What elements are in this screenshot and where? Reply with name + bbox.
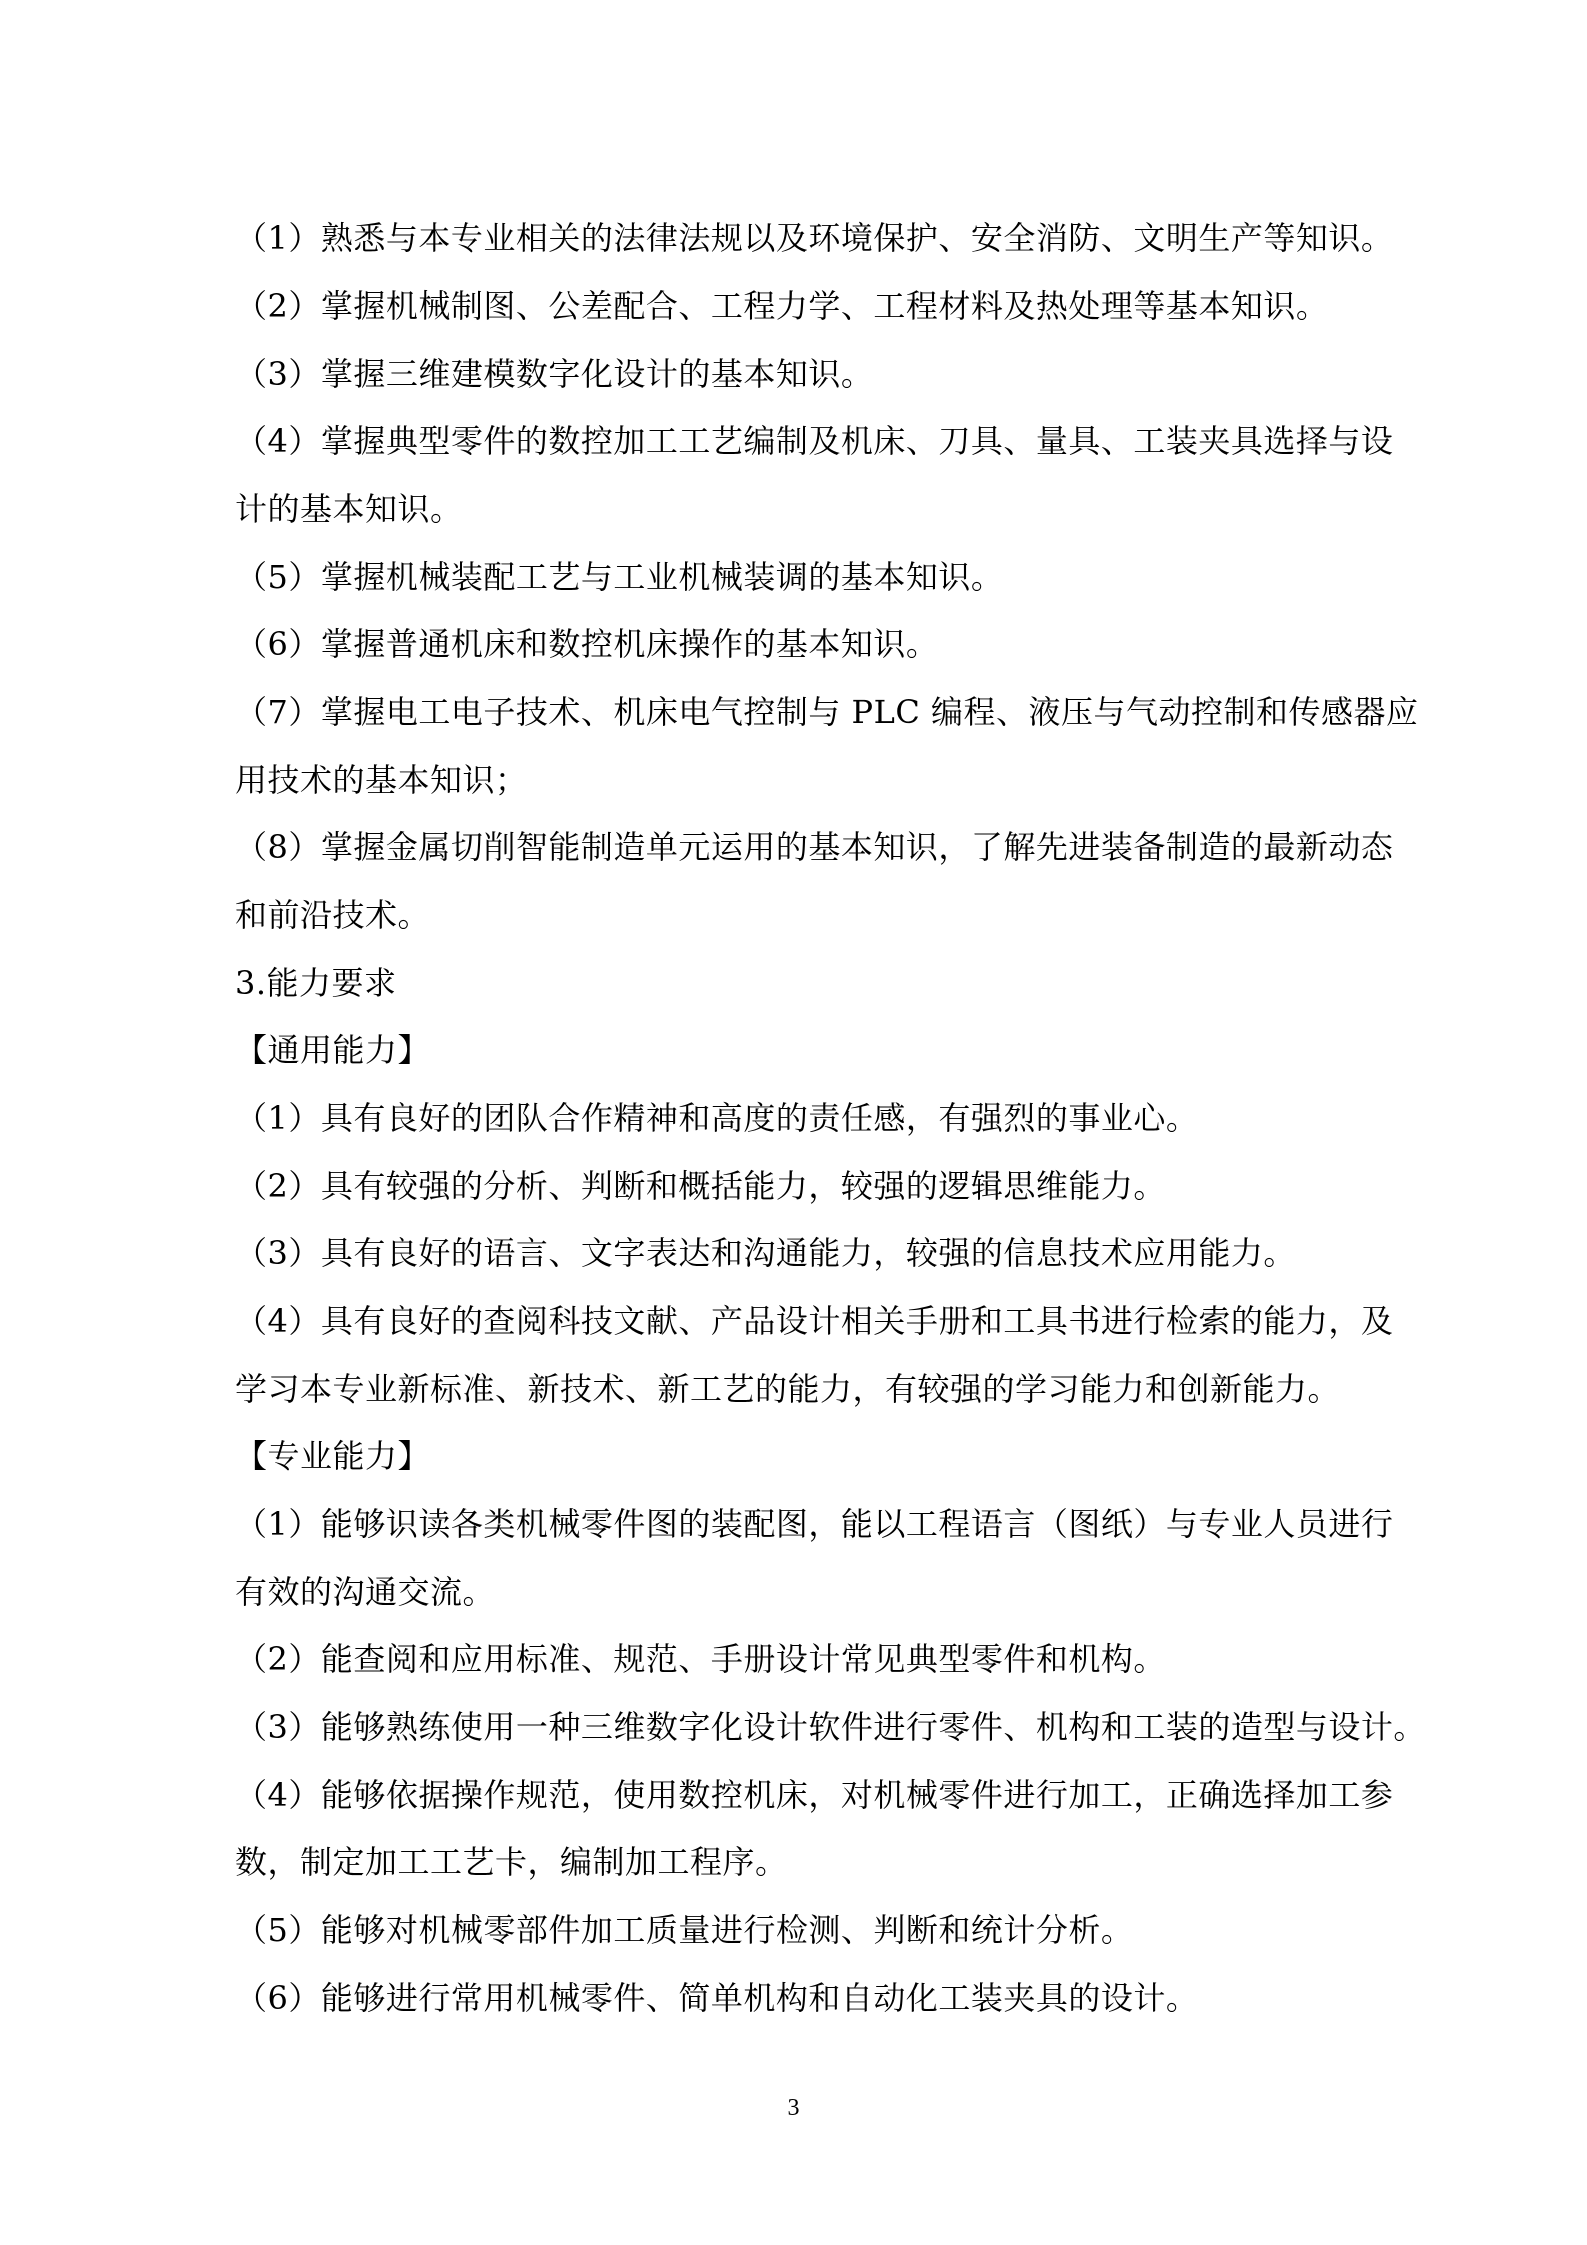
text-line: （1）具有良好的团队合作精神和高度的责任感，有强烈的事业心。: [235, 1099, 1199, 1137]
text-line: （7）掌握电工电子技术、机床电气控制与 PLC 编程、液压与气动控制和传感器应: [235, 693, 1419, 731]
text-line: （1）能够识读各类机械零件图的装配图，能以工程语言（图纸）与专业人员进行: [235, 1505, 1394, 1543]
text-line: （3）具有良好的语言、文字表达和沟通能力，较强的信息技术应用能力。: [235, 1234, 1296, 1272]
page-number: 3: [787, 2095, 800, 2121]
text-line: （3）能够熟练使用一种三维数字化设计软件进行零件、机构和工装的造型与设计。: [235, 1708, 1426, 1746]
section-heading: 3.能力要求: [235, 964, 397, 1002]
text-line: （2）具有较强的分析、判断和概括能力，较强的逻辑思维能力。: [235, 1167, 1166, 1205]
text-line: （8）掌握金属切削智能制造单元运用的基本知识，了解先进装备制造的最新动态: [235, 828, 1394, 866]
text-line: （2）能查阅和应用标准、规范、手册设计常见典型零件和机构。: [235, 1640, 1166, 1678]
text-line: （6）掌握普通机床和数控机床操作的基本知识。: [235, 625, 939, 663]
text-line: 计的基本知识。: [235, 490, 463, 528]
text-line: （4）掌握典型零件的数控加工工艺编制及机床、刀具、量具、工装夹具选择与设: [235, 422, 1394, 460]
text-line: （2）掌握机械制图、公差配合、工程力学、工程材料及热处理等基本知识。: [235, 287, 1329, 325]
text-line: （4）能够依据操作规范，使用数控机床，对机械零件进行加工，正确选择加工参: [235, 1776, 1394, 1814]
text-line: （6）能够进行常用机械零件、简单机构和自动化工装夹具的设计。: [235, 1979, 1199, 2017]
text-line: （5）掌握机械装配工艺与工业机械装调的基本知识。: [235, 558, 1004, 596]
text-line: 学习本专业新标准、新技术、新工艺的能力，有较强的学习能力和创新能力。: [235, 1370, 1341, 1408]
text-line: 数，制定加工工艺卡，编制加工程序。: [235, 1843, 788, 1881]
text-line: （1）熟悉与本专业相关的法律法规以及环境保护、安全消防、文明生产等知识。: [235, 219, 1394, 257]
text-line: 和前沿技术。: [235, 896, 431, 934]
text-line: （4）具有良好的查阅科技文献、产品设计相关手册和工具书进行检索的能力，及: [235, 1302, 1394, 1340]
subsection-heading: 【通用能力】: [235, 1031, 431, 1069]
subsection-heading: 【专业能力】: [235, 1437, 431, 1475]
text-line: （3）掌握三维建模数字化设计的基本知识。: [235, 355, 874, 393]
text-line: （5）能够对机械零部件加工质量进行检测、判断和统计分析。: [235, 1911, 1134, 1949]
text-line: 用技术的基本知识；: [235, 761, 528, 799]
text-line: 有效的沟通交流。: [235, 1573, 496, 1611]
